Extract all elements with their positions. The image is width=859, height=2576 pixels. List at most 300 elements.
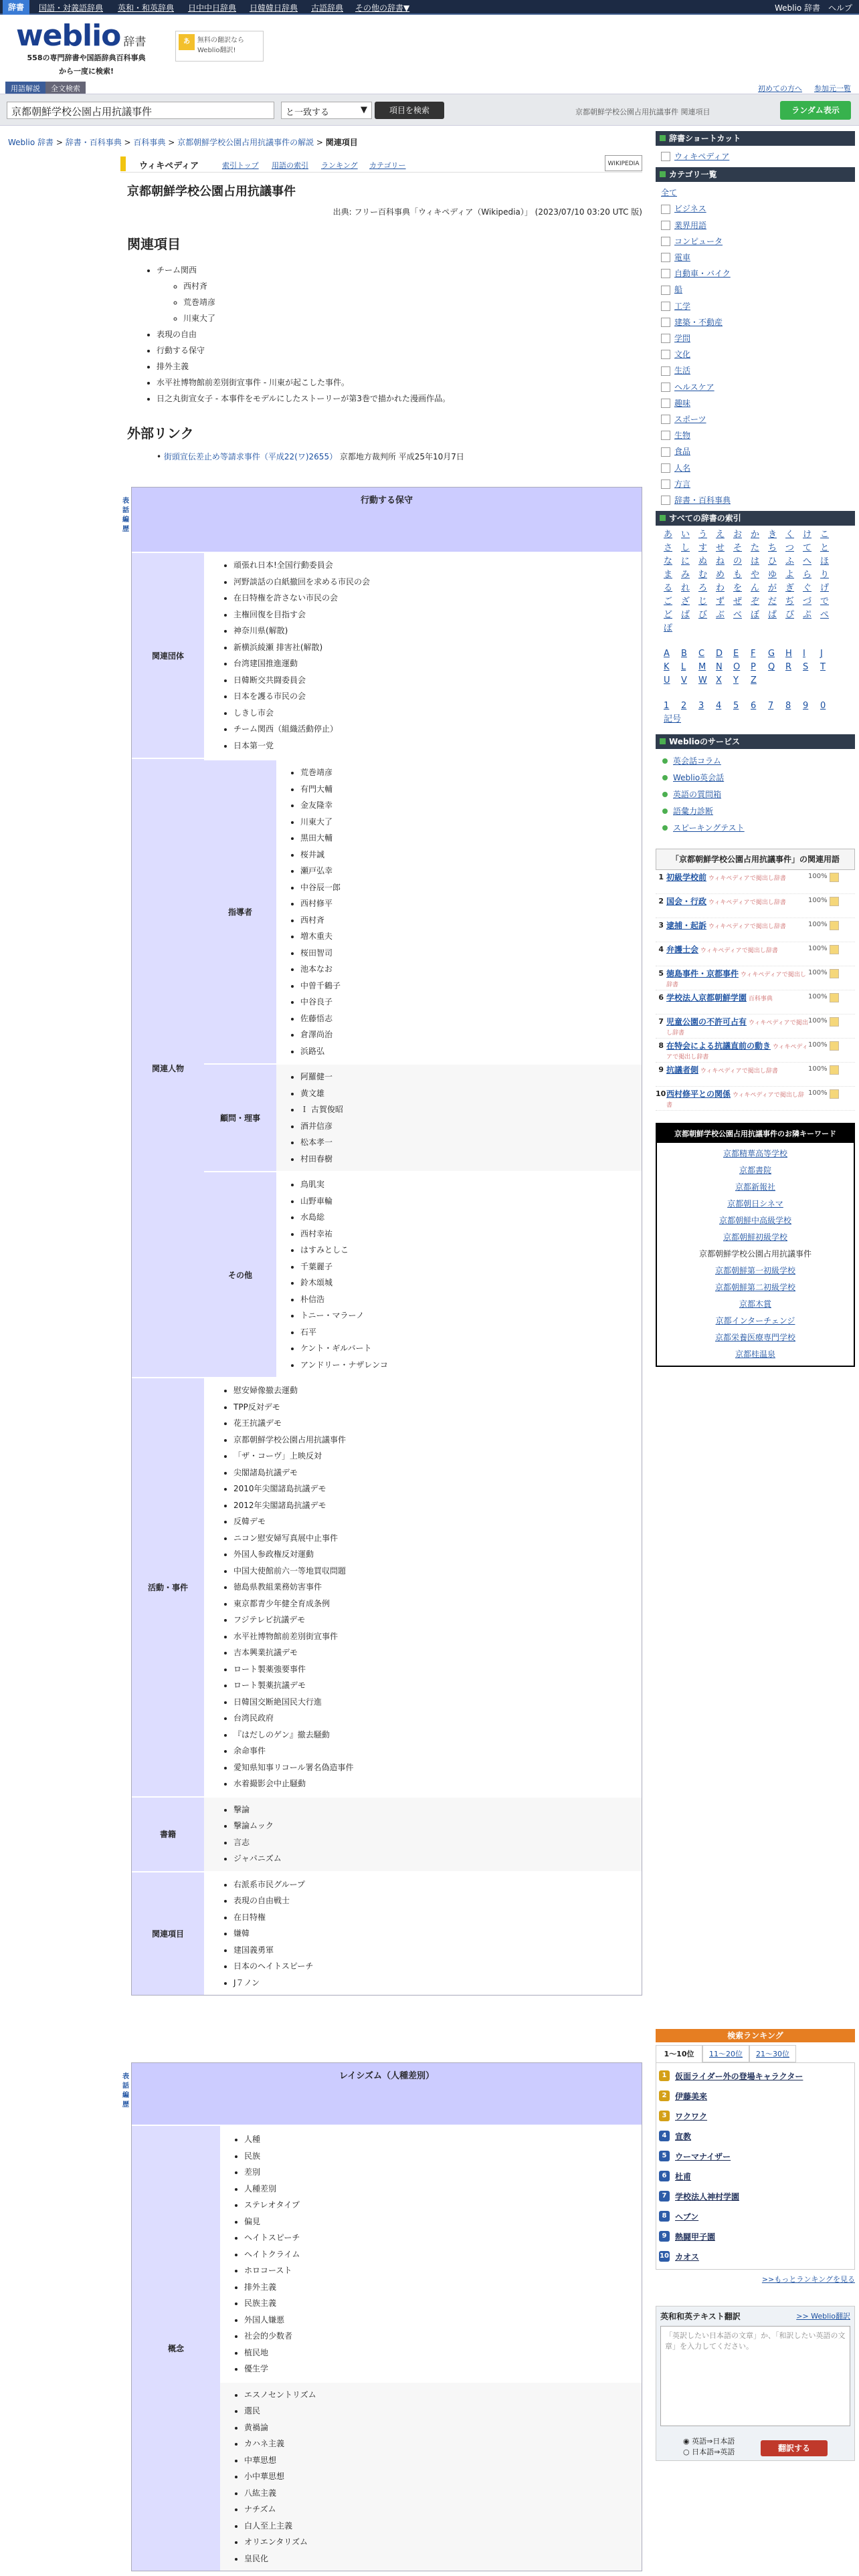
search-input[interactable]: 京都朝鮮学校公園占用抗議事件 (7, 102, 274, 119)
tab-fulltext[interactable]: 全文検索 (45, 82, 86, 95)
kana-link[interactable]: て (803, 543, 812, 554)
kana-link[interactable]: ぱ (768, 610, 777, 621)
list-item[interactable]: • 建国義勇軍 (233, 1942, 642, 1959)
category-item[interactable] (661, 282, 850, 298)
list-item[interactable]: • 右派系市民グループ (233, 1876, 642, 1893)
related-term-row[interactable] (656, 870, 855, 894)
alpha-link[interactable]: S (803, 662, 809, 673)
kana-link[interactable]: お (733, 530, 743, 540)
alpha-link[interactable]: W (698, 675, 707, 686)
ranking-row[interactable] (659, 2186, 852, 2206)
list-item[interactable]: • ヘイトクライム (244, 2246, 642, 2263)
checkbox[interactable] (661, 366, 670, 376)
kana-link[interactable]: だ (768, 597, 777, 607)
list-item[interactable]: • 日本を護る市民の会 (233, 688, 642, 705)
kana-link[interactable]: ゆ (768, 570, 777, 580)
list-item[interactable]: • 民族 (244, 2148, 642, 2165)
category-label[interactable]: 電車 (674, 253, 691, 263)
alpha-link[interactable]: B (681, 649, 687, 659)
category-all[interactable]: 全て (661, 188, 678, 198)
category-item[interactable] (661, 201, 850, 217)
list-item[interactable]: • 西村斉 (300, 912, 642, 929)
ranking-link[interactable]: 学校法人神村学園 (675, 2191, 740, 2202)
category-item[interactable] (661, 492, 850, 508)
kana-link[interactable]: び (698, 610, 708, 621)
list-item[interactable]: • ステレオタイプ (244, 2197, 642, 2214)
list-item[interactable]: • トニー・マラーノ (300, 1307, 642, 1324)
memo-icon[interactable] (830, 897, 839, 906)
kana-link[interactable]: み (681, 570, 690, 580)
list-item[interactable]: • 八紘主義 (244, 2485, 642, 2502)
category-label[interactable]: 自動車・バイク (674, 269, 731, 279)
list-item[interactable]: • 荒巻靖彦 (300, 764, 642, 781)
kana-link[interactable]: わ (716, 583, 725, 594)
alpha-link[interactable]: J (820, 649, 823, 659)
vte-links[interactable]: 表 話 編 歴 (122, 2073, 129, 2109)
category-label[interactable]: 船 (674, 285, 683, 295)
related-term-row[interactable] (656, 894, 855, 918)
ranking-link[interactable]: カオス (675, 2252, 699, 2262)
checkbox[interactable] (661, 302, 670, 311)
ranking-row[interactable] (659, 2246, 852, 2266)
list-item[interactable]: • 白人至上主義 (244, 2518, 642, 2535)
category-label[interactable]: 辞書・百科事典 (674, 496, 731, 506)
list-item[interactable]: • 西村修平 (300, 895, 642, 912)
kana-link[interactable]: を (733, 583, 743, 594)
list-item[interactable]: • 川東大了 (300, 814, 642, 831)
keyword-link[interactable]: 京都朝鮮初級学校 (723, 1232, 787, 1243)
kana-link[interactable]: ぼ (751, 610, 760, 621)
kana-link[interactable]: ざ (681, 597, 690, 607)
category-item[interactable] (661, 298, 850, 314)
list-item[interactable]: • 撃論ムック (233, 1818, 642, 1834)
keyword-link[interactable]: 京都新報社 (735, 1182, 775, 1192)
kana-link[interactable]: ぐ (803, 583, 812, 594)
checkbox[interactable] (661, 269, 670, 278)
digit-link[interactable]: 9 (803, 701, 809, 712)
list-item[interactable]: • オリエンタリズム (244, 2534, 642, 2551)
alpha-link[interactable]: V (681, 675, 687, 686)
service-link[interactable]: 英会話コラム (662, 753, 848, 770)
kana-link[interactable]: さ (664, 543, 673, 554)
checkbox[interactable] (661, 447, 670, 457)
tab-rank-1-10[interactable]: 1〜10位 (656, 2045, 702, 2062)
kana-link[interactable]: や (751, 570, 760, 580)
related-term-row[interactable] (656, 1087, 855, 1111)
alpha-link[interactable]: G (768, 649, 775, 659)
translate-textarea[interactable]: 「英訳したい日本語の文章」か、「和訳したい英語の文章」を入力してください。 (660, 2326, 850, 2426)
random-button[interactable]: ランダム表示 (780, 101, 851, 120)
list-item[interactable]: • 尖閣諸島抗議デモ (233, 1465, 642, 1481)
service-link[interactable]: Weblio英会話 (662, 770, 848, 786)
kana-link[interactable]: せ (716, 543, 725, 554)
digit-link[interactable]: 6 (751, 701, 757, 712)
category-item[interactable] (661, 217, 850, 233)
keyword-link[interactable]: 京都精華高等学校 (723, 1149, 787, 1159)
kana-link[interactable]: か (751, 530, 760, 540)
kana-link[interactable]: ぴ (785, 610, 795, 621)
list-item[interactable]: • 花王抗議デモ (233, 1415, 642, 1432)
kana-link[interactable]: あ (664, 530, 673, 540)
first-time-link[interactable]: 初めての方へ (758, 84, 802, 93)
alpha-link[interactable]: I (803, 649, 805, 659)
ranking-row[interactable] (659, 2066, 852, 2086)
crumb-1[interactable]: 辞書・百科事典 (65, 138, 122, 147)
alpha-link[interactable]: P (751, 662, 756, 673)
kana-link[interactable]: の (733, 556, 743, 567)
category-item[interactable] (661, 460, 850, 476)
related-term-row[interactable] (656, 1063, 855, 1087)
vte-links[interactable]: 表 話 編 歴 (122, 498, 129, 533)
keyword-link[interactable]: 京都書院 (739, 1166, 771, 1176)
list-item[interactable]: • 外国人参政権反対運動 (233, 1546, 642, 1563)
kana-link[interactable]: と (820, 543, 830, 554)
list-item[interactable]: • 増木重夫 (300, 928, 642, 945)
category-label[interactable]: 生物 (674, 431, 691, 441)
category-item[interactable] (661, 362, 850, 379)
service-link[interactable]: 英語の質問箱 (662, 786, 848, 803)
ranking-link[interactable]: ワクワク (675, 2111, 708, 2121)
crumb-3[interactable]: 京都朝鮮学校公園占用抗議事件の解説 (177, 138, 314, 147)
list-item[interactable]: • 山野車輪 (300, 1193, 642, 1210)
kana-link[interactable]: そ (733, 543, 743, 554)
kana-link[interactable]: ば (681, 610, 690, 621)
kana-link[interactable]: ず (716, 597, 725, 607)
list-item[interactable]: • 言志 (233, 1834, 642, 1851)
weblio-translate-link[interactable]: >> Weblio翻訳 (796, 2312, 850, 2321)
topnav-item-0[interactable]: 辞書 (3, 0, 29, 15)
alpha-link[interactable]: E (733, 649, 739, 659)
wiki-link-ranking[interactable]: ランキング (321, 161, 358, 170)
list-item[interactable]: • 水平社博物館前差別街宣事件 (233, 1628, 642, 1645)
category-item[interactable] (661, 249, 850, 265)
list-item[interactable]: • 中谷辰一郎 (300, 879, 642, 896)
list-item[interactable]: • ヘイトスピーチ (244, 2230, 642, 2246)
list-item[interactable]: • 水島総 (300, 1209, 642, 1226)
ranking-row[interactable] (659, 2086, 852, 2106)
translate-button[interactable]: 翻訳する (761, 2440, 828, 2456)
alpha-link[interactable]: K (664, 662, 670, 673)
alpha-link[interactable]: C (698, 649, 705, 659)
kana-link[interactable]: す (698, 543, 708, 554)
related-term-row[interactable] (656, 942, 855, 966)
category-item[interactable] (661, 265, 850, 282)
category-item[interactable] (661, 233, 850, 249)
list-item[interactable]: • 表現の自由戦士 (233, 1893, 642, 1909)
list-item[interactable]: • 民族主義 (244, 2295, 642, 2312)
list-item[interactable]: • はすみとしこ (300, 1242, 642, 1259)
list-item[interactable]: • 神奈川県(解散) (233, 623, 642, 639)
list-item[interactable]: • 『はだしのゲン』撤去騒動 (233, 1727, 642, 1743)
alpha-link[interactable]: X (716, 675, 722, 686)
topnav-item-1[interactable]: 国語・対義語辞典 (39, 3, 104, 13)
category-label[interactable]: 工学 (674, 301, 691, 311)
list-item[interactable]: • ロート製薬抗議デモ (233, 1677, 642, 1694)
alpha-link[interactable]: R (785, 662, 792, 673)
memo-icon[interactable] (830, 1089, 839, 1099)
kana-link[interactable]: し (681, 543, 690, 554)
kana-link[interactable]: ぬ (698, 556, 708, 567)
category-item[interactable] (661, 346, 850, 362)
list-item[interactable]: • 東京都青少年健全育成条例 (233, 1596, 642, 1612)
related-term[interactable]: 弁護士会 ウィキペディアで掲出し辞書 (666, 945, 778, 955)
list-item[interactable]: • 外国人嫌悪 (244, 2312, 642, 2329)
list-item[interactable]: • 2010年尖閣諸島抗議デモ (233, 1481, 642, 1497)
checkbox[interactable] (661, 431, 670, 440)
checkbox[interactable] (661, 463, 670, 473)
kana-link[interactable]: ぷ (803, 610, 812, 621)
checkbox[interactable] (661, 253, 670, 262)
digit-link[interactable]: 3 (698, 701, 704, 712)
kana-link[interactable]: ぢ (785, 597, 795, 607)
wiki-link-category[interactable]: カテゴリー (369, 161, 406, 170)
alpha-link[interactable]: L (681, 662, 686, 673)
list-item[interactable]: • 鳥肌実 (300, 1176, 642, 1193)
alpha-link[interactable]: D (716, 649, 723, 659)
crumb-2[interactable]: 百科事典 (133, 138, 166, 147)
category-item[interactable] (661, 314, 850, 330)
kana-link[interactable]: け (803, 530, 812, 540)
list-item[interactable]: • 酒井信彦 (300, 1118, 642, 1135)
digit-link[interactable]: 0 (820, 701, 826, 712)
checkbox[interactable] (661, 286, 670, 295)
keyword-link[interactable]: 京都朝鮮第二初級学校 (714, 1283, 795, 1293)
related-term[interactable]: 国会・行政 ウィキペディアで掲出し辞書 (666, 897, 786, 907)
alpha-link[interactable]: Y (733, 675, 739, 686)
external-link[interactable]: 街頭宣伝差止め等請求事件（平成22(ワ)2655） (163, 452, 338, 461)
category-label[interactable]: コンピュータ (674, 236, 723, 246)
checkbox[interactable] (661, 383, 670, 392)
list-item[interactable]: • 中華思想 (244, 2452, 642, 2469)
related-term-row[interactable] (656, 990, 855, 1014)
memo-icon[interactable] (830, 969, 839, 978)
list-item[interactable]: • 在日特権 (233, 1909, 642, 1926)
list-item[interactable]: • 中国大使館前六一等地買収問題 (233, 1563, 642, 1580)
kana-link[interactable]: ぞ (751, 597, 760, 607)
category-label[interactable]: 人名 (674, 463, 691, 473)
list-item[interactable]: • 阿羅健一 (300, 1069, 642, 1085)
digit-link[interactable]: 記号 (664, 714, 682, 725)
category-label[interactable]: 食品 (674, 447, 691, 457)
alpha-link[interactable]: H (785, 649, 792, 659)
alpha-link[interactable]: M (698, 662, 706, 673)
checkbox[interactable] (661, 350, 670, 359)
list-item[interactable]: • ケント・ギルバート (300, 1340, 642, 1357)
kana-link[interactable]: で (820, 597, 830, 607)
kana-link[interactable]: ど (664, 610, 673, 621)
list-item[interactable]: • 社会的少数者 (244, 2328, 642, 2345)
list-item[interactable]: • 新横浜綾瀬 排害社(解散) (233, 639, 642, 656)
ranking-row[interactable] (659, 2206, 852, 2226)
list-item[interactable]: • 小中華思想 (244, 2468, 642, 2485)
memo-icon[interactable] (830, 921, 839, 930)
category-label[interactable]: スポーツ (674, 415, 706, 425)
related-term[interactable]: 抗議者側 ウィキペディアで掲出し辞書 (666, 1065, 778, 1075)
list-item[interactable]: • 台湾建国推進運動 (233, 655, 642, 672)
topnav-item-6[interactable]: その他の辞書▼ (355, 3, 410, 13)
kana-link[interactable]: ま (664, 570, 673, 580)
list-item[interactable]: • 徳島県教組業務妨害事件 (233, 1579, 642, 1596)
kana-link[interactable]: ふ (785, 556, 795, 567)
related-term-row[interactable] (656, 1039, 855, 1063)
topnav-item-4[interactable]: 日韓韓日辞典 (250, 3, 298, 13)
more-ranking-link[interactable]: >>もっとランキングを見る (761, 2275, 855, 2284)
related-term-row[interactable] (656, 966, 855, 990)
list-item[interactable]: • 倉澤尚治 (300, 1027, 642, 1043)
related-term[interactable]: 逮捕・起訴 ウィキペディアで掲出し辞書 (666, 921, 786, 931)
list-item[interactable]: • 鈴木頌城 (300, 1275, 642, 1291)
category-label[interactable]: 業界用語 (674, 220, 707, 230)
kana-link[interactable]: に (681, 556, 690, 567)
list-item[interactable]: • 桜田智司 (300, 945, 642, 962)
list-item[interactable]: • 排外主義 (244, 2279, 642, 2296)
list-item[interactable]: • 台湾民政府 (233, 1710, 642, 1727)
ranking-link[interactable]: ウーマナイザー (675, 2151, 731, 2161)
keyword-link[interactable]: 京都インターチェンジ (715, 1316, 795, 1326)
kana-link[interactable]: れ (681, 583, 690, 594)
digit-link[interactable]: 1 (664, 701, 670, 712)
list-item[interactable]: • アンドリー・ナザレンコ (300, 1357, 642, 1374)
keyword-link[interactable]: 京都朝鮮第一初級学校 (714, 1266, 795, 1276)
list-item[interactable]: • 松本孝一 (300, 1134, 642, 1151)
list-item[interactable]: • 石平 (300, 1324, 642, 1341)
list-item[interactable]: • 千葉麗子 (300, 1259, 642, 1275)
category-label[interactable]: 生活 (674, 366, 691, 376)
checkbox[interactable] (661, 399, 670, 408)
list-item[interactable]: • カハネ主義 (244, 2436, 642, 2452)
category-label[interactable]: 文化 (674, 350, 691, 360)
list-item[interactable]: • 日本第一党 (233, 738, 642, 754)
list-item[interactable]: • 池本なお (300, 961, 642, 978)
kana-link[interactable]: つ (785, 543, 795, 554)
list-item[interactable]: • 「ザ・コーヴ」上映反対 (233, 1448, 642, 1465)
kana-link[interactable]: い (681, 530, 690, 540)
list-item[interactable]: • 日韓国交断絶国民大行進 (233, 1694, 642, 1711)
alpha-link[interactable]: T (820, 662, 826, 673)
list-item[interactable]: • 慰安婦像撤去運動 (233, 1382, 642, 1399)
kana-link[interactable]: う (698, 530, 708, 540)
kana-link[interactable]: た (751, 543, 760, 554)
list-item[interactable]: • 植民地 (244, 2345, 642, 2361)
tab-rank-11-20[interactable]: 11〜20位 (702, 2045, 749, 2062)
crumb-0[interactable]: Weblio 辞書 (8, 138, 54, 147)
list-item[interactable]: • 反韓デモ (233, 1513, 642, 1530)
category-item[interactable] (661, 330, 850, 346)
checkbox[interactable] (661, 415, 670, 424)
ranking-link[interactable]: ヘブン (675, 2212, 699, 2222)
list-item[interactable]: • 河野談話の白紙撤回を求める市民の会 (233, 574, 642, 591)
related-term[interactable]: 児童公園の不許可占有 ウィキペディアで掲出し辞書 (666, 1017, 808, 1037)
ranking-row[interactable] (659, 2106, 852, 2126)
sources-link[interactable]: 参加元一覧 (814, 84, 851, 93)
kana-link[interactable]: づ (803, 597, 812, 607)
tab-term[interactable]: 用語解説 (5, 82, 45, 95)
kana-link[interactable]: ご (664, 597, 673, 607)
list-item[interactable]: • ナチズム (244, 2501, 642, 2518)
list-item[interactable]: • ホロコースト (244, 2262, 642, 2279)
kana-link[interactable]: は (751, 556, 760, 567)
list-item[interactable]: • 在日特権を許さない市民の会 (233, 590, 642, 607)
service-link[interactable]: 語彙力診断 (662, 803, 848, 820)
list-item[interactable]: • エスノセントリズム (244, 2387, 642, 2403)
list-item[interactable]: • 瀬戸弘幸 (300, 863, 642, 879)
ranking-row[interactable] (659, 2126, 852, 2146)
list-item[interactable]: • 頑張れ日本!全国行動委員会 (233, 557, 642, 574)
category-item[interactable] (661, 443, 850, 459)
keyword-link[interactable]: 京都朝日シネマ (727, 1199, 783, 1209)
list-item[interactable]: • 主権回復を目指す会 (233, 607, 642, 623)
search-button[interactable]: 項目を検索 (375, 102, 444, 119)
checkbox[interactable] (661, 334, 670, 343)
list-item[interactable]: • J７ノン (233, 1975, 642, 1992)
list-item[interactable]: • 吉本興業抗議デモ (233, 1644, 642, 1661)
list-item[interactable]: • 水着撮影会中止騒動 (233, 1776, 642, 1792)
kana-link[interactable]: ぎ (785, 583, 795, 594)
related-term[interactable]: 西村修平との関係 ウィキペディアで掲出し辞書 (666, 1089, 804, 1109)
list-item[interactable]: • 皇民化 (244, 2551, 642, 2567)
kana-link[interactable]: ぺ (820, 610, 830, 621)
kana-link[interactable]: べ (733, 610, 743, 621)
checkbox[interactable] (661, 221, 670, 230)
list-item[interactable]: • 中曽千鶴子 (300, 978, 642, 994)
list-item[interactable]: • Ｉ 古賀俊昭 (300, 1101, 642, 1118)
translate-ad[interactable]: あ 無料の翻訳なら Weblio翻訳! (175, 31, 264, 62)
category-label[interactable]: 建築・不動産 (674, 317, 723, 327)
list-item[interactable]: • 優生学 (244, 2361, 642, 2377)
ranking-link[interactable]: 杜甫 (675, 2171, 692, 2181)
memo-icon[interactable] (830, 1065, 839, 1075)
ranking-link[interactable]: 仮面ライダー外の登場キャラクター (675, 2071, 803, 2081)
kana-link[interactable]: な (664, 556, 673, 567)
topnav-item-3[interactable]: 日中中日辞典 (188, 3, 237, 13)
checkbox[interactable] (661, 205, 670, 214)
kana-link[interactable]: ほ (820, 556, 830, 567)
checkbox[interactable] (661, 237, 670, 246)
kana-link[interactable]: へ (803, 556, 812, 567)
topnav-item-5[interactable]: 古語辞典 (311, 3, 344, 13)
shortcut-item[interactable]: ウィキペディア (674, 152, 730, 161)
topnav-item-2[interactable]: 英和・和英辞典 (118, 3, 175, 13)
ranking-link[interactable]: 熱闘甲子園 (675, 2232, 716, 2242)
search-mode-select[interactable]: と一致する ▼ (281, 102, 372, 119)
kana-link[interactable]: く (785, 530, 795, 540)
list-item[interactable]: • チーム関西（組織活動停止） (233, 721, 642, 738)
kana-link[interactable]: も (733, 570, 743, 580)
kana-link[interactable]: る (664, 583, 673, 594)
list-item[interactable]: • 黄禍論 (244, 2420, 642, 2436)
kana-link[interactable]: ぶ (716, 610, 725, 621)
alpha-link[interactable]: O (733, 662, 741, 673)
list-item[interactable]: • 金友隆幸 (300, 797, 642, 814)
list-item[interactable]: • 日韓断交共闘委員会 (233, 672, 642, 689)
kana-link[interactable]: り (820, 570, 830, 580)
list-item[interactable]: • 偏見 (244, 2214, 642, 2230)
list-item[interactable]: • 黄文雄 (300, 1085, 642, 1102)
keyword-link[interactable]: 京都木賞 (739, 1299, 771, 1309)
keyword-link[interactable]: 京都栄養医療専門学校 (714, 1333, 795, 1343)
list-item[interactable]: • 朴信浩 (300, 1291, 642, 1308)
list-item[interactable]: • フジテレビ抗議デモ (233, 1612, 642, 1628)
alpha-link[interactable]: Q (768, 662, 775, 673)
alpha-link[interactable]: Z (751, 675, 757, 686)
kana-link[interactable]: ろ (698, 583, 708, 594)
list-item[interactable]: • 中谷良子 (300, 994, 642, 1010)
list-item[interactable]: • しきし市会 (233, 705, 642, 722)
kana-link[interactable]: き (768, 530, 777, 540)
list-item[interactable]: • ニコン慰安婦写真展中止事件 (233, 1530, 642, 1547)
memo-icon[interactable] (830, 1041, 839, 1051)
category-label[interactable]: ヘルスケア (674, 382, 714, 392)
